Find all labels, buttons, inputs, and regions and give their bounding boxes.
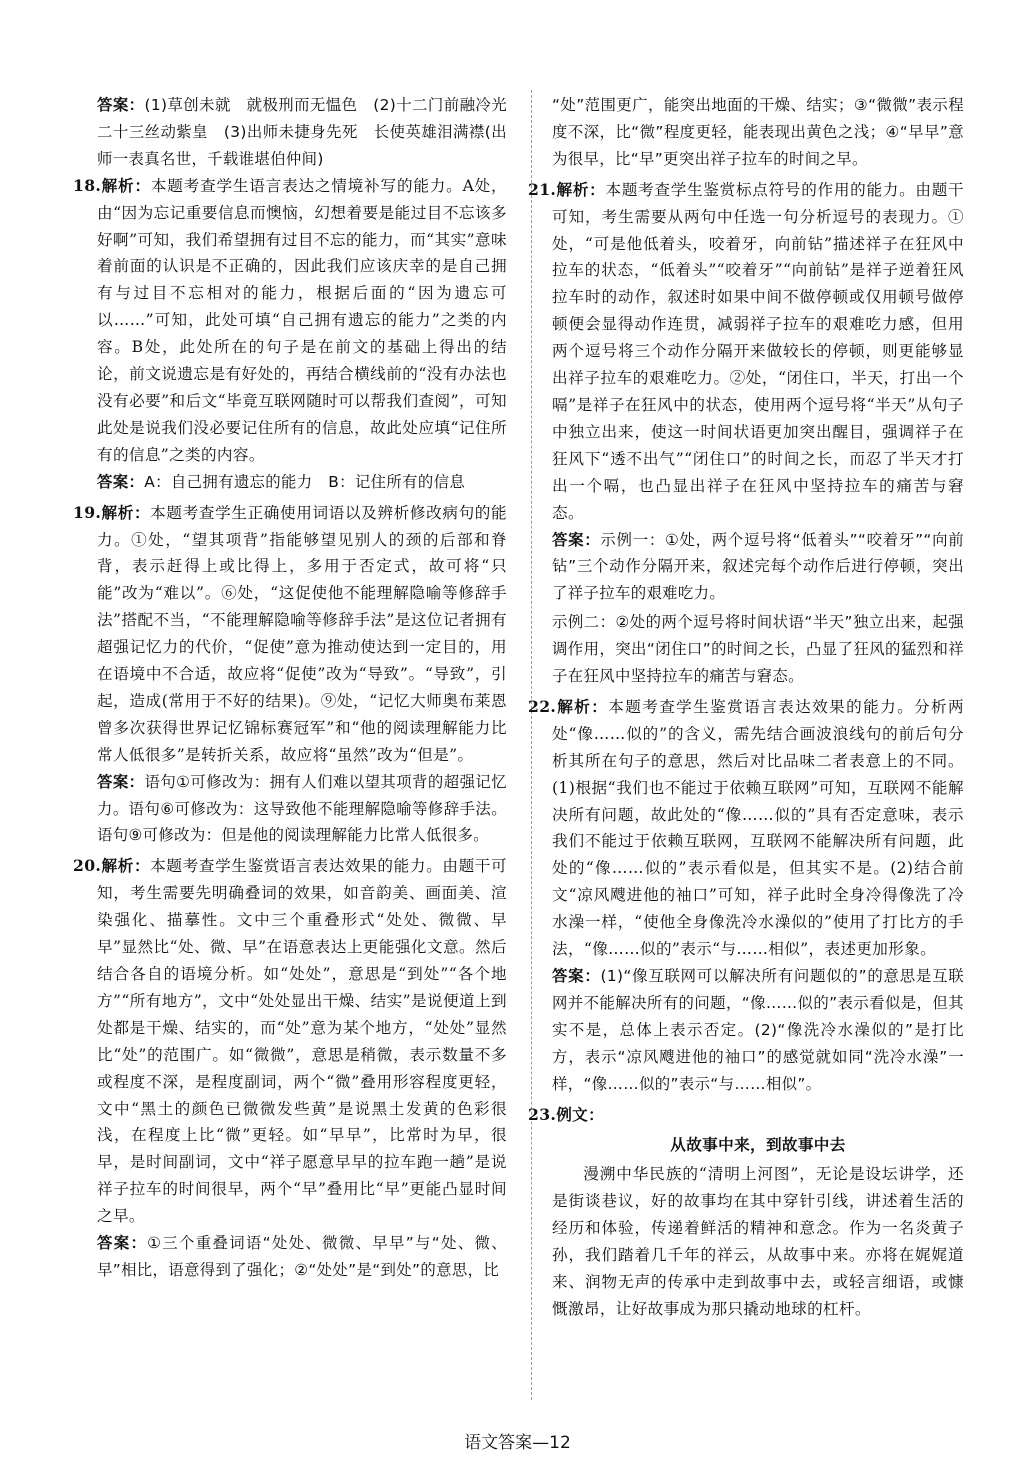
q20-analysis-text: 本题考查学生鉴赏语言表达效果的能力。由题干可知，考生需要先明确叠词的效果，如音韵美、画面美、渲染强化、描摹性。文中三个重叠形式“处处、微微、早早”显然比“处、微、早”在语意表达上更能强化文意。然后结合各自的语境分析。如“处处”，意思是“到处”“各个地方”“所有地方”，文中“处处显出干燥、结实”是说便道上到处都是干燥、结实的，而“处”意为某个地方，“处处”显然比“处”的范围广。如“微微”，意思是稍微，表示数量不多或程度不深，是程度副词，两个“微”叠用形容程度更轻，文中“黑土的颜色已微微发些黄”是说黑土发黄的色彩很浅，在程度上比“微”更轻。如“早早”，比常时为早，很早，是时间副词，文中“祥子愿意早早的拉车跑一趟”是说祥子拉车的时间很早，两个“早”叠用比“早”更能凸显时间之早。 [97, 857, 507, 1226]
question-20 [73, 853, 507, 1284]
q18-answer [97, 469, 507, 496]
q17-answer [97, 92, 523, 173]
q20-answer-continued: “处”范围更广，能突出地面的干燥、结实；③“微微”表示程度不深，比“微”程度更轻，能表现出黄色之浅；④“早早”意为很早，比“早”更突出祥子拉车的时间之早。 [552, 96, 964, 168]
question-18 [73, 173, 507, 496]
q21-number: 21. [528, 179, 557, 199]
q19-analysis [73, 500, 507, 769]
q20-analysis [73, 853, 507, 1230]
q21-analysis-text: 本题考查学生鉴赏标点符号的作用的能力。由题干可知，考生需要从两句中任选一句分析逗号的表现力。①处，“可是他低着头，咬着牙，向前钻”描述祥子在狂风中拉车的状态，“低着头”“咬着牙”“向前钻”是祥子逆着狂风拉车时的动作，叙述时如果中间不做停顿或仅用顿号做停顿便会显得动作连贯，减弱祥子拉车的艰难吃力感，但用两个逗号将三个动作分隔开来做较长的停顿，则更能够显出祥子拉车的艰难吃力。②处，“闭住口，半天，打出一个嗝”是祥子在狂风中的状态，使用两个逗号将“半天”从句子中独立出来，使这一时间状语更加突出醒目，强调祥子在狂风下“透不出气”“闭住口”的时间之长，而忍了半天才打出一个嗝，也凸显出祥子在狂风中坚持拉车的痛苦与窘态。 [552, 180, 964, 522]
q18-analysis-text: 本题考查学生语言表达之情境补写的能力。A处，由“因为忘记重要信息而懊恼，幻想着要是能过目不忘该多好啊”可知，我们希望拥有过目不忘的能力，而“其实”意味着前面的认识是不正确的，因此我们应该庆幸的是自己拥有与过目不忘相对的能力，根据后面的“因为遗忘可以……”可知，此处可填“自己拥有遗忘的能力”之类的内容。B处，此处所在的句子是在前文的基础上得出的结论，前文说遗忘是有好处的，再结合横线前的“没有办法也没有必要”和后文“毕竟互联网随时可以帮我们查阅”，可知此处是说我们没必要记住所有的信息，故此处应填“记住所有的信息”之类的内容。 [97, 176, 507, 464]
q17-answer-label: 答案： [97, 96, 145, 114]
q21-answer-example-2: 示例二：②处的两个逗号将时间状语“半天”独立出来，起强调作用，突出“闭住口”的时间之长，凸显了狂风的猛烈和祥子在狂风中坚持拉车的痛苦与窘态。 [552, 613, 964, 686]
column-divider [531, 90, 532, 1400]
q22-analysis-text: 本题考查学生鉴赏语言表达效果的能力。分析两处“像……似的”的含义，需先结合画波浪线句的前后句分析其所在句子的意思，然后对比品味二者表意上的不同。(1)根据“我们也不能过于依赖互联网”可知，互联网不能解决所有问题，故此处的“像……似的”具有否定意味，表示我们不能过于依赖互联网，互联网不能解决所有问题，此处的“像……似的”表示看似是，但其实不是。(2)结合前文“凉风飕进他的袖口”可知，祥子此时全身冷得像洗了冷水澡一样，“使他全身像洗冷水澡似的”使用了打比方的手法，“像……似的”表示“与……相似”，表述更加形象。 [552, 697, 964, 959]
q21-answer-example-1: 示例一：①处，两个逗号将“低着头”“咬着牙”“向前钻”三个动作分隔开来，叙述完每个动作后进行停顿，突出了祥子拉车的艰难吃力。 [552, 530, 964, 603]
question-23 [528, 1102, 964, 1323]
essay-paragraph: 漫溯中华民族的“清明上河图”，无论是设坛讲学，还是街谈巷议，好的故事均在其中穿针引线，讲述着生活的经历和体验，传递着鲜活的精神和意念。作为一名炎黄子孙，我们踏着几千年的祥云，从故事中来。亦将在娓娓道来、润物无声的传承中走到故事中去，或轻言细语，或慷慨激昂，让好故事成为那只撬动地球的杠杆。 [552, 1165, 964, 1318]
q19-answer-label: 答案： [97, 772, 145, 791]
question-21 [528, 177, 964, 690]
q22-answer-text: (1)“像互联网可以解决所有问题似的”的意思是互联网并不能解决所有的问题，“像……似的”表示看似是，但其实不是，总体上表示否定。(2)“像洗冷水澡似的”是打比方，表示“凉风飕进他的袖口”的感觉就如同“洗冷水澡”一样，“像……似的”表示“与……相似”。 [552, 967, 964, 1093]
q20-answer-text: ①三个重叠词语“处处、微微、早早”与“处、微、早”相比，语意得到了强化；②“处处”是“到处”的意思，比 [97, 1234, 507, 1279]
q21-answer [552, 527, 964, 608]
q18-analysis-label: 解析： [101, 176, 151, 195]
q22-number: 22. [528, 696, 557, 716]
essay-title: 从故事中来，到故事中去 [670, 1136, 846, 1155]
q18-number: 18. [73, 175, 102, 195]
q19-answer [97, 769, 507, 850]
q18-answer-label: 答案： [97, 472, 145, 491]
q19-number: 19. [73, 502, 102, 522]
q22-analysis-label: 解析： [556, 697, 609, 716]
question-22 [528, 694, 964, 1098]
q17-answer-text: (1)草创未就 就极刑而无愠色 (2)十二门前融冷光 二十三丝动紫皇 (3)出师未捷身先死 长使英雄泪满襟(出师一表真名世，千载谁堪伯仲间) [97, 96, 523, 168]
q23-heading [528, 1102, 964, 1129]
right-column [528, 92, 964, 1323]
left-column [73, 92, 523, 1284]
q19-analysis-text: 本题考查学生正确使用词语以及辨析修改病句的能力。①处，“望其项背”指能够望见别人的颈的后部和脊背，表示赶得上或比得上，多用于否定式，故可将“只能”改为“难以”。⑥处，“这促使他不能理解隐喻等修辞手法”搭配不当，“不能理解隐喻等修辞手法”是这位记者拥有超强记忆力的代价，“促使”意为推动使达到一定目的，用在语境中不合适，故应将“促使”改为“导致”。“导致”，引起，造成(常用于不好的结果)。⑨处，“记忆大师奥布莱恩曾多次获得世界记忆锦标赛冠军”和“他的阅读理解能力比常人低很多”是转折关系，故应将“虽然”改为“但是”。 [97, 503, 507, 764]
q18-analysis [73, 173, 507, 469]
q21-analysis [528, 177, 964, 527]
q20-analysis-label: 解析： [101, 857, 151, 876]
q22-answer-label: 答案： [552, 967, 601, 985]
q23-label: 例文： [556, 1105, 605, 1124]
page-footer: 语文答案—12 [464, 1433, 571, 1453]
q22-answer [552, 963, 964, 1098]
q18-answer-text: A：自己拥有遗忘的能力 B：记住所有的信息 [144, 472, 466, 491]
q19-analysis-label: 解析： [101, 503, 151, 522]
question-19 [73, 500, 507, 850]
q22-analysis [528, 694, 964, 963]
q21-analysis-label: 解析： [556, 180, 606, 199]
q21-answer-label: 答案： [552, 530, 601, 549]
q20-answer [97, 1230, 507, 1284]
q20-answer-label: 答案： [97, 1234, 148, 1253]
q20-number: 20. [73, 856, 102, 876]
q23-number: 23. [528, 1104, 557, 1124]
q19-answer-text: 语句①可修改为：拥有人们难以望其项背的超强记忆力。语句⑥可修改为：这导致他不能理解隐喻等修辞手法。语句⑨可修改为：但是他的阅读理解能力比常人低很多。 [97, 772, 507, 845]
